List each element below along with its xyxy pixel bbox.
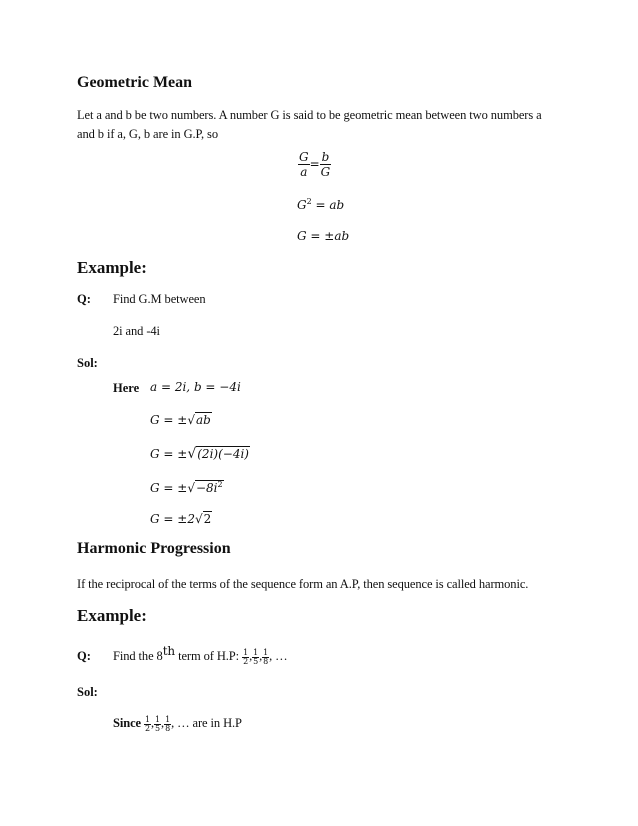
question-label-2: Q: <box>77 649 91 663</box>
section-heading-geometric-mean: Geometric Mean <box>77 74 193 91</box>
denominator: G <box>320 165 331 179</box>
gm-equation-ratio <box>298 150 331 179</box>
numerator: b <box>321 150 330 164</box>
text-before: Find the 8 <box>113 649 163 664</box>
since-label: Since <box>113 716 144 730</box>
numerator: 1 <box>263 647 269 657</box>
lhs: G = ± <box>150 413 188 427</box>
question-text-2: Find the 8th term of H.P: $\frac{1}{2}$ , $\frac{1}{5}$ , $\frac{1}{8}$ , … <box>113 644 288 666</box>
hp-paragraph: If the reciprocal of the terms of the sequence form an A.P, then sequence is called harmonic. <box>77 577 529 591</box>
example-heading-2: Example: <box>77 606 147 625</box>
fraction-1-2 <box>144 716 151 733</box>
here-equation: a = 2i, b = −4i <box>150 380 241 394</box>
sqrt-sign: √ <box>187 413 195 427</box>
denominator: 5 <box>253 656 259 666</box>
question-values-1: 2i and -4i <box>113 324 160 338</box>
gm-paragraph-line-2: and b if a, G, b are in G.P, so <box>77 127 218 141</box>
solution-step-2 <box>150 446 250 462</box>
numerator: 1 <box>155 714 161 724</box>
here-label: Here <box>113 381 140 395</box>
numerator: 1 <box>165 714 171 724</box>
denominator: 5 <box>155 723 161 733</box>
question-text-1: Find G.M between <box>113 292 206 306</box>
gm-equation-g-plus-minus: G = ±ab <box>297 229 350 243</box>
sqrt-sign: √ <box>187 481 195 495</box>
lhs: G = ± <box>150 481 188 495</box>
denominator: a <box>300 165 308 179</box>
solution-step-3 <box>150 480 224 495</box>
fraction-1-5 <box>154 716 161 733</box>
rhs: = ab <box>311 198 345 212</box>
denominator: 2 <box>145 723 150 733</box>
sqrt-sign: √ <box>194 512 203 526</box>
fraction-b-over-g <box>320 150 332 179</box>
since-tail: , … are in H.P <box>171 716 242 730</box>
equals-sign: = <box>309 157 320 171</box>
denominator: 2 <box>243 656 249 666</box>
lhs: G = ±2 <box>150 512 195 526</box>
radicand: ab <box>195 413 211 427</box>
fraction-1-8 <box>164 716 171 733</box>
denominator: 8 <box>165 723 171 733</box>
ordinal-suffix: th <box>162 644 176 658</box>
radicand: 2 <box>203 512 212 526</box>
denominator: 8 <box>263 656 269 666</box>
radicand: (2i)(−4i) <box>197 447 249 461</box>
since-line: Since $\frac{1}{2}$ , $\frac{1}{5}$ , $\frac{1}{8}$ , … are in H.P <box>113 714 242 733</box>
exponent: 2 <box>217 480 223 489</box>
solution-label-2: Sol: <box>77 685 98 699</box>
fraction-1-2 <box>242 649 249 666</box>
exponent: 2 <box>306 197 312 206</box>
sqrt-sign: √ <box>187 446 197 462</box>
numerator: 1 <box>243 647 249 657</box>
fraction-g-over-a <box>298 150 310 179</box>
solution-step-1 <box>150 413 212 427</box>
g-symbol: G <box>297 198 307 212</box>
gm-equation-g-squared <box>297 197 344 212</box>
lhs: G = ± <box>150 447 188 461</box>
numerator: 1 <box>253 647 259 657</box>
section-heading-harmonic-progression: Harmonic Progression <box>77 540 231 557</box>
radicand <box>195 480 224 495</box>
gm-paragraph-line-1: Let a and b be two numbers. A number G is said to be geometric mean between two numbers a <box>77 108 542 122</box>
example-heading-1: Example: <box>77 258 147 277</box>
solution-step-4 <box>150 512 212 526</box>
numerator: G <box>299 150 309 164</box>
solution-label-1: Sol: <box>77 356 98 370</box>
ellipsis: , … <box>269 649 288 664</box>
numerator: 1 <box>145 714 150 724</box>
fraction-1-5 <box>252 649 259 666</box>
text-after: term of H.P: <box>175 649 243 664</box>
question-label-1: Q: <box>77 292 91 306</box>
radicand-base: −8i <box>195 481 218 495</box>
